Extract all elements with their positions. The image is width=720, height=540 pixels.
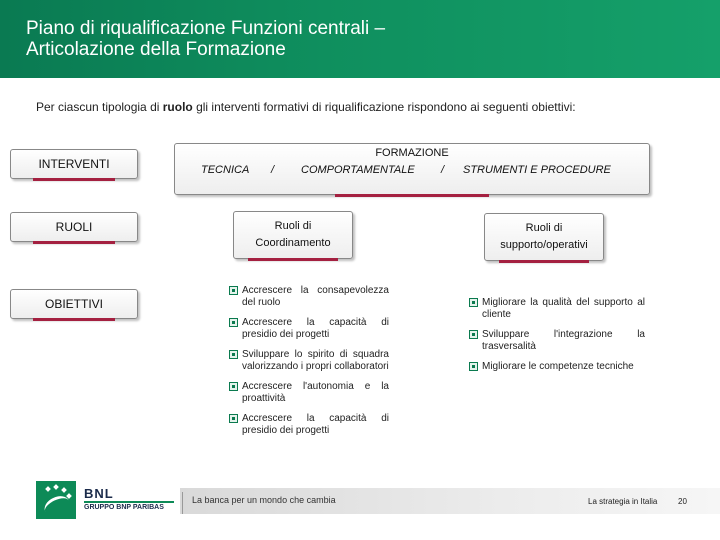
objective-text: Migliorare la qualità del supporto al cliente (482, 297, 645, 320)
list-item (229, 285, 389, 309)
objective-text: Accrescere la consapevolezza del ruolo (242, 285, 389, 308)
type-strumenti: STRUMENTI E PROCEDURE (463, 164, 611, 176)
type-comportamentale: COMPORTAMENTALE (301, 164, 415, 176)
intro-before: Per ciascun tipologia di (36, 100, 163, 114)
brand-name: BNL (84, 486, 114, 501)
interventi-label: INTERVENTI (10, 149, 138, 179)
footer-divider (182, 492, 183, 514)
supporto-line-2: supporto/operativi (500, 239, 588, 251)
ruoli-supporto-box (484, 213, 604, 261)
type-separator-1: / (271, 164, 275, 176)
page-title-line-2: Articolazione della Formazione (26, 39, 286, 60)
list-item (229, 349, 389, 373)
formazione-title: FORMAZIONE (375, 147, 449, 159)
objective-text: Accrescere l'autonomia e la proattività (242, 381, 389, 404)
footer-tagline: La banca per un mondo che cambia (192, 495, 336, 505)
coordinamento-objectives-list (229, 285, 389, 445)
intro-bold: ruolo (162, 100, 193, 114)
footer-section: La strategia in Italia (588, 497, 658, 506)
list-item (469, 361, 645, 373)
ruoli-coordinamento-box (233, 211, 353, 259)
list-item (229, 413, 389, 437)
supporto-objectives-list (469, 297, 645, 381)
brand-underline (84, 501, 174, 503)
coordinamento-line-2: Coordinamento (255, 237, 331, 249)
checkbox-bullet-icon (229, 382, 238, 391)
type-separator-2: / (441, 164, 445, 176)
formazione-box (174, 143, 650, 195)
checkbox-bullet-icon (469, 330, 478, 339)
type-tecnica: TECNICA (201, 164, 250, 176)
supporto-line-1: Ruoli di (525, 222, 563, 234)
objective-text: Accrescere la capacità di presidio dei progetti (242, 317, 389, 340)
footer (0, 480, 720, 540)
intro-after: gli interventi formativi di riqualificazione rispondono ai seguenti obiettivi: (192, 100, 576, 114)
list-item (229, 381, 389, 405)
objective-text: Migliorare le competenze tecniche (482, 361, 634, 372)
page-title (26, 18, 706, 60)
page-title-line-1: Piano di riqualificazione Funzioni centrali – (26, 18, 386, 39)
checkbox-bullet-icon (469, 298, 478, 307)
objective-text: Sviluppare l'integrazione la trasversalità (482, 329, 645, 352)
objective-text: Sviluppare lo spirito di squadra valorizzando i propri collaboratori (242, 349, 389, 372)
objective-text: Accrescere la capacità di presidio dei progetti (242, 413, 389, 436)
list-item (469, 329, 645, 353)
coordinamento-line-1: Ruoli di (274, 220, 312, 232)
intro-text (36, 100, 706, 114)
checkbox-bullet-icon (229, 414, 238, 423)
list-item (469, 297, 645, 321)
checkbox-bullet-icon (229, 318, 238, 327)
checkbox-bullet-icon (229, 350, 238, 359)
checkbox-bullet-icon (469, 362, 478, 371)
page-number: 20 (678, 497, 687, 506)
obiettivi-label: OBIETTIVI (10, 289, 138, 319)
ruoli-label: RUOLI (10, 212, 138, 242)
title-bar (0, 0, 720, 78)
list-item (229, 317, 389, 341)
checkbox-bullet-icon (229, 286, 238, 295)
bnl-logo-icon (36, 481, 76, 519)
brand-group: GRUPPO BNP PARIBAS (84, 504, 164, 511)
